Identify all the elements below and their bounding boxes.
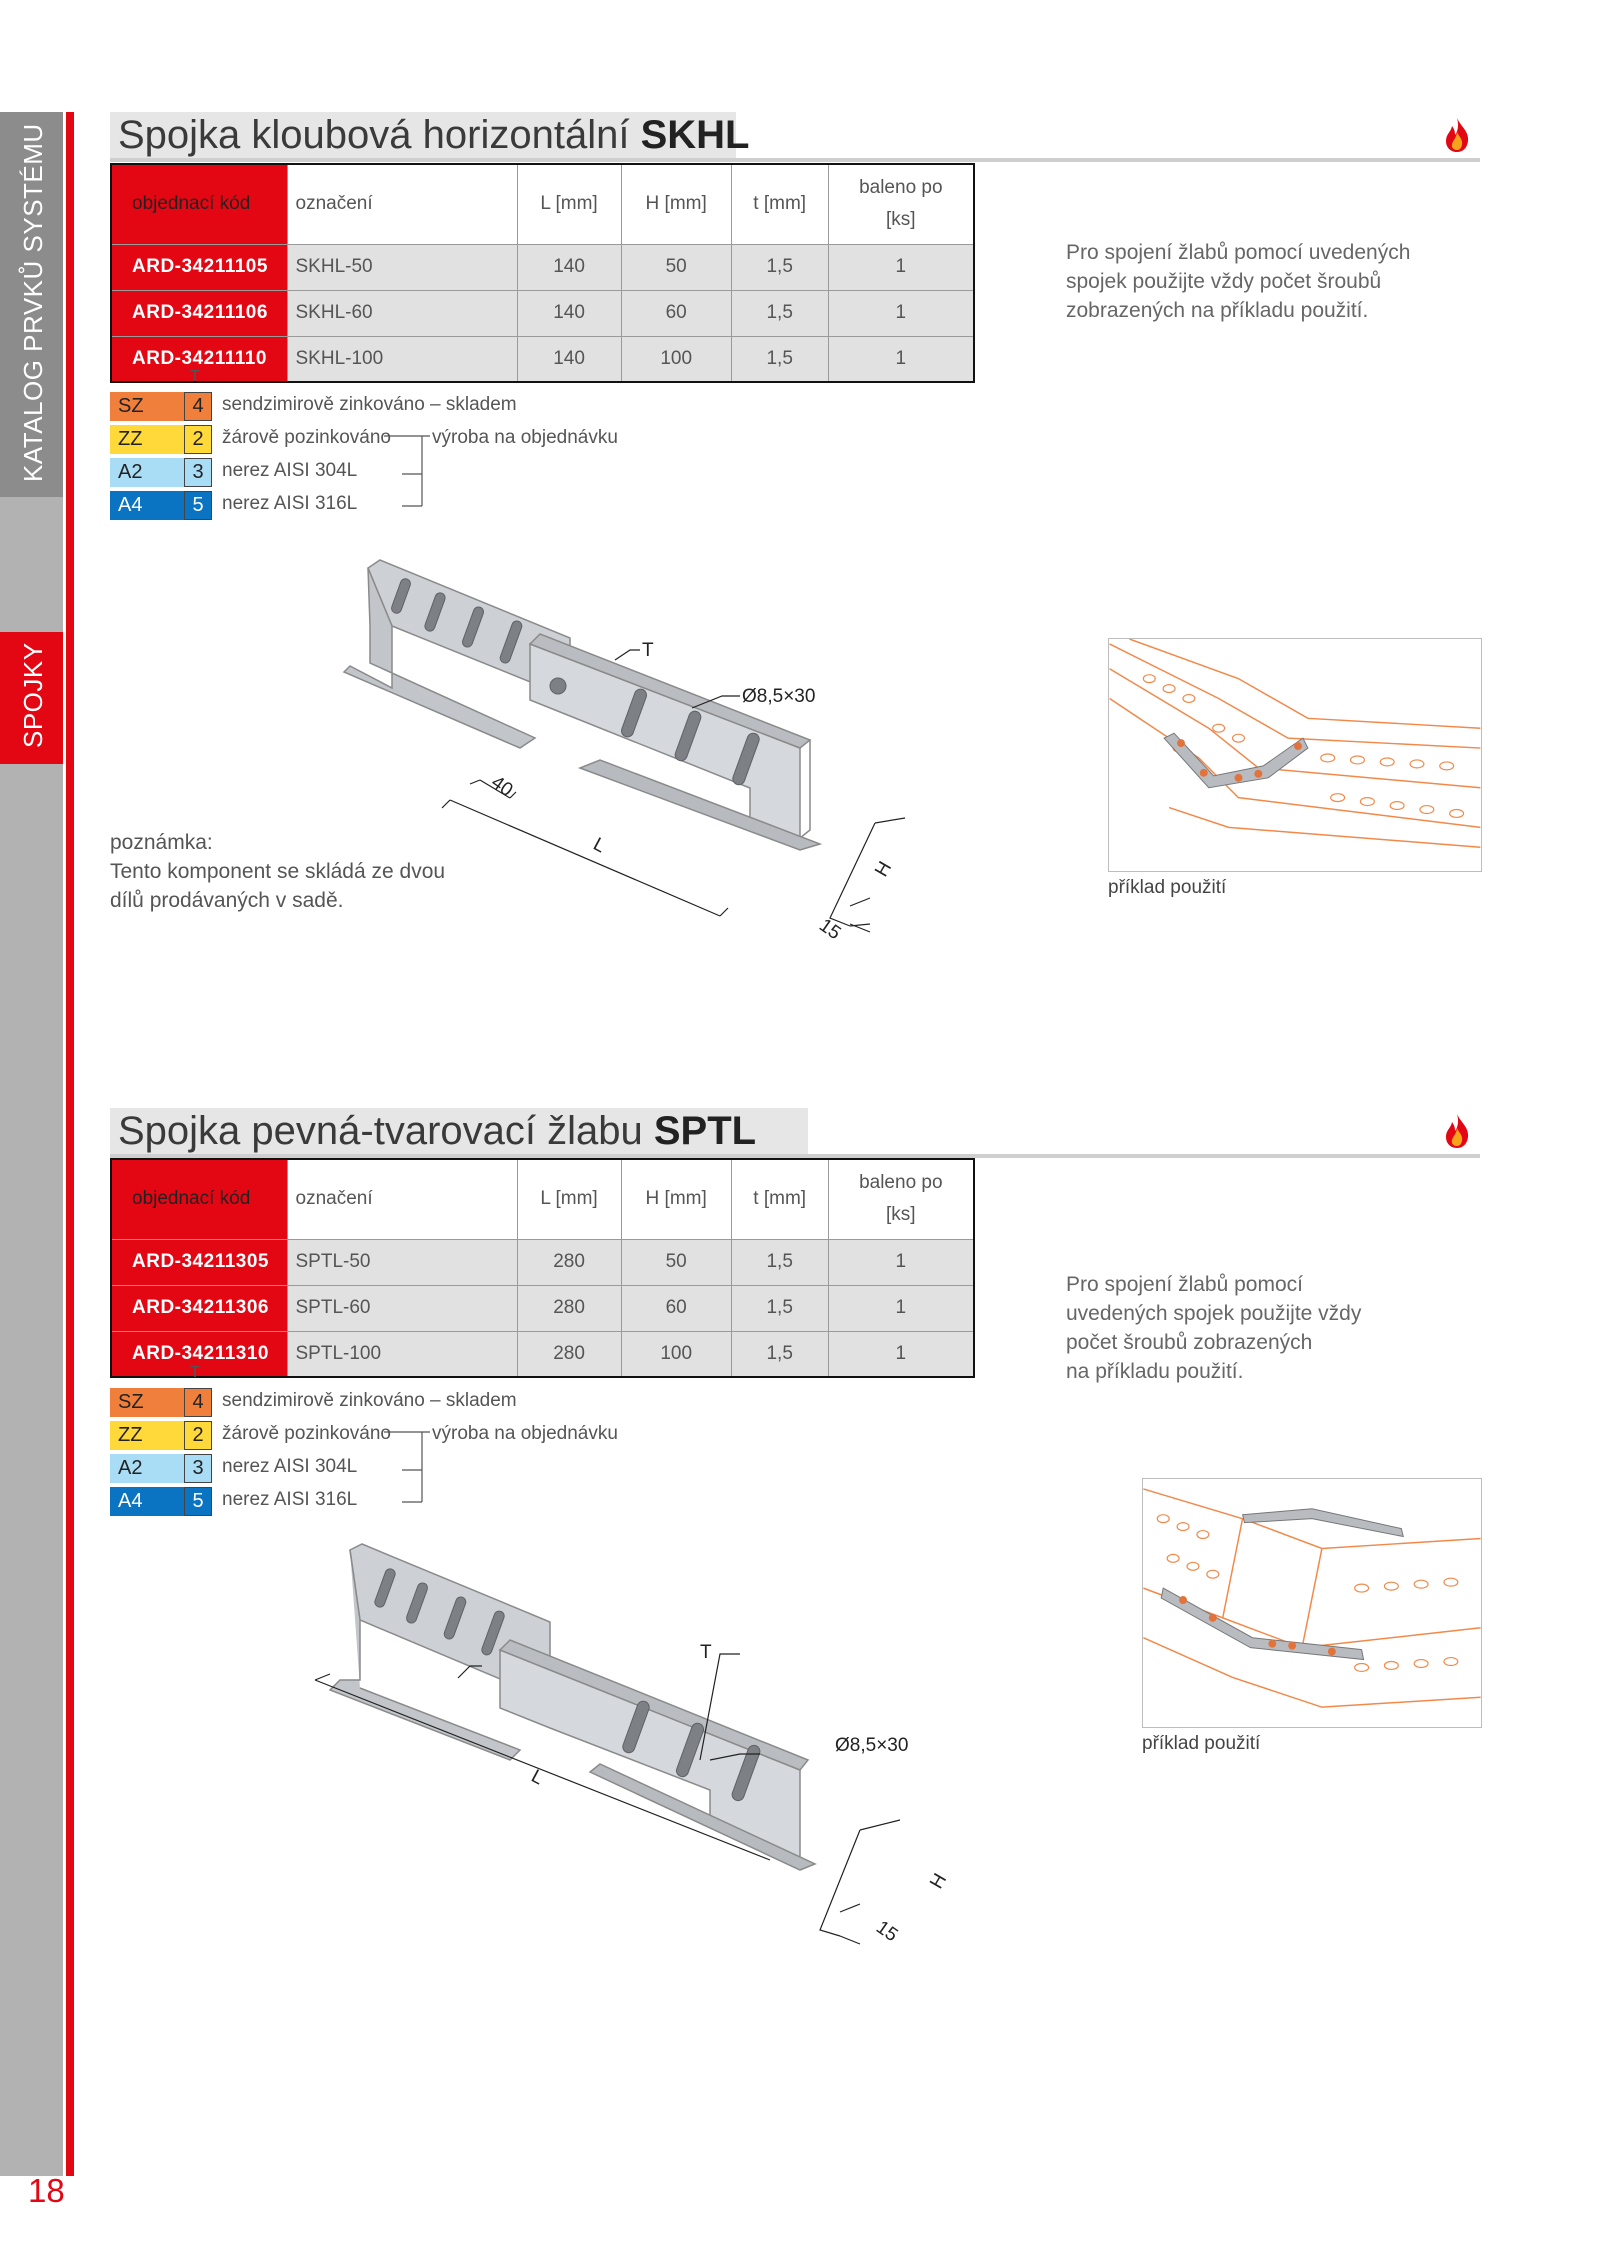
usage-caption: příklad použití xyxy=(1142,1733,1261,1754)
pack-value: 1 xyxy=(828,1285,974,1331)
height-value: 100 xyxy=(621,336,731,382)
height-label: H xyxy=(871,858,897,881)
header-height: H [mm] xyxy=(621,164,731,244)
legend-order-text: výroba na objednávku xyxy=(432,1423,618,1444)
legend-row xyxy=(110,1452,630,1485)
sidebar-red-rule xyxy=(66,112,74,2176)
dim-15-label: 15 xyxy=(815,914,845,945)
legend-number: 4 xyxy=(184,1388,212,1417)
legend-text: sendzimirově zinkováno – skladem xyxy=(222,394,517,415)
section-title-light: Spojka pevná-tvarovací žlabu xyxy=(118,1109,643,1153)
section-title-bold: SKHL xyxy=(640,113,750,157)
designation: SPTL-60 xyxy=(287,1285,517,1331)
legend-code: A2 xyxy=(110,1454,184,1483)
product-description xyxy=(1066,1270,1426,1386)
legend-text: nerez AISI 316L xyxy=(222,1489,358,1510)
pack-value: 1 xyxy=(828,244,974,290)
section-title-bold: SPTL xyxy=(653,1109,757,1153)
length-value: 280 xyxy=(517,1239,621,1285)
header-thickness: t [mm] xyxy=(731,1159,828,1239)
thickness-value: 1,5 xyxy=(731,1331,828,1377)
header-height: H [mm] xyxy=(621,1159,731,1239)
legend-bracket xyxy=(382,420,432,522)
table-row xyxy=(111,1331,974,1377)
length-value: 280 xyxy=(517,1331,621,1377)
description-line: počet šroubů zobrazených xyxy=(1066,1331,1313,1354)
designation: SPTL-100 xyxy=(287,1331,517,1377)
height-value: 50 xyxy=(621,1239,731,1285)
order-code: ARD-34211110 xyxy=(111,336,287,382)
legend-row xyxy=(110,456,630,489)
thickness-label: T xyxy=(642,640,654,661)
hole-label: Ø8,5×30 xyxy=(742,686,816,707)
legend-text: žárově pozinkováno xyxy=(222,427,391,448)
note-title: poznámka: xyxy=(110,831,213,854)
header-code: objednací kód xyxy=(111,164,287,244)
legend-text: žárově pozinkováno xyxy=(222,1423,391,1444)
length-value: 140 xyxy=(517,290,621,336)
order-code: ARD-34211105 xyxy=(111,244,287,290)
header-pack xyxy=(828,1159,974,1239)
fire-icon xyxy=(1437,115,1477,155)
header-name: označení xyxy=(287,164,517,244)
legend-marker: T xyxy=(190,368,200,385)
legend-bracket xyxy=(382,1416,432,1518)
legend-number: 2 xyxy=(184,1421,212,1450)
section-title xyxy=(118,1108,756,1154)
material-legend xyxy=(110,368,630,522)
designation: SKHL-50 xyxy=(287,244,517,290)
thickness-value: 1,5 xyxy=(731,336,828,382)
legend-code: ZZ xyxy=(110,425,184,454)
description-line: Pro spojení žlabů pomocí xyxy=(1066,1273,1303,1296)
legend-number: 5 xyxy=(184,1487,212,1516)
table-row xyxy=(111,1285,974,1331)
pack-value: 1 xyxy=(828,1331,974,1377)
designation: SKHL-60 xyxy=(287,290,517,336)
length-label: L xyxy=(527,1765,547,1790)
legend-code: SZ xyxy=(110,1388,184,1417)
length-value: 140 xyxy=(517,244,621,290)
dim-40-label: 40 xyxy=(487,771,517,802)
description-line: uvedených spojek použijte vždy xyxy=(1066,1302,1362,1325)
height-label: H xyxy=(926,1870,952,1893)
header-thickness: t [mm] xyxy=(731,164,828,244)
material-legend xyxy=(110,1364,630,1518)
section-title xyxy=(118,112,749,158)
header-length: L [mm] xyxy=(517,164,621,244)
legend-text: nerez AISI 304L xyxy=(222,1456,358,1477)
page-number: 18 xyxy=(28,2172,65,2209)
header-code: objednací kód xyxy=(111,1159,287,1239)
table-header-row xyxy=(111,164,974,244)
length-value: 140 xyxy=(517,336,621,382)
legend-code: ZZ xyxy=(110,1421,184,1450)
section-title-light: Spojka kloubová horizontální xyxy=(118,113,630,157)
legend-text: nerez AISI 316L xyxy=(222,493,358,514)
product-description: Pro spojení žlabů pomocí uvedených spojek použijte vždy počet šroubů zobrazených na příkladu použití. xyxy=(1066,241,1411,322)
table-row xyxy=(111,1239,974,1285)
dim-15-label: 15 xyxy=(872,1916,902,1947)
height-value: 100 xyxy=(621,1331,731,1377)
legend-number: 3 xyxy=(184,458,212,487)
legend-marker: T xyxy=(190,1364,200,1381)
legend-code: A2 xyxy=(110,458,184,487)
header-pack-line1: baleno po xyxy=(859,177,943,199)
order-code: ARD-34211310 xyxy=(111,1331,287,1377)
thickness-label: T xyxy=(700,1642,712,1663)
legend-row xyxy=(110,390,630,423)
pack-value: 1 xyxy=(828,1239,974,1285)
thickness-value: 1,5 xyxy=(731,1239,828,1285)
fire-icon xyxy=(1437,1111,1477,1151)
legend-text: sendzimirově zinkováno – skladem xyxy=(222,1390,517,1411)
description-line: na příkladu použití. xyxy=(1066,1360,1244,1383)
legend-code: A4 xyxy=(110,491,184,520)
height-value: 60 xyxy=(621,1285,731,1331)
designation: SKHL-100 xyxy=(287,336,517,382)
legend-row xyxy=(110,1419,630,1452)
usage-example-image xyxy=(1142,1478,1482,1728)
header-pack xyxy=(828,164,974,244)
section-rule xyxy=(110,158,1480,162)
legend-code: A4 xyxy=(110,1487,184,1516)
header-name: označení xyxy=(287,1159,517,1239)
legend-number: 2 xyxy=(184,425,212,454)
length-label: L xyxy=(589,833,609,858)
note-text: Tento komponent se skládá ze dvou dílů prodávaných v sadě. xyxy=(110,860,446,912)
legend-number: 4 xyxy=(184,392,212,421)
usage-caption: příklad použití xyxy=(1108,877,1227,898)
height-value: 50 xyxy=(621,244,731,290)
table-row xyxy=(111,336,974,382)
length-value: 280 xyxy=(517,1285,621,1331)
designation: SPTL-50 xyxy=(287,1239,517,1285)
height-value: 60 xyxy=(621,290,731,336)
thickness-value: 1,5 xyxy=(731,1285,828,1331)
sidebar-catalog-label: KATALOG PRVKŮ SYSTÉMU xyxy=(18,123,48,482)
header-pack-line2: [ks] xyxy=(886,1204,916,1226)
hole-label: Ø8,5×30 xyxy=(835,1735,909,1756)
sidebar-section-label: SPOJKY xyxy=(18,642,48,748)
legend-row xyxy=(110,489,630,522)
table-row xyxy=(111,244,974,290)
pack-value: 1 xyxy=(828,290,974,336)
usage-example-image xyxy=(1108,638,1482,872)
legend-row xyxy=(110,1386,630,1419)
order-code: ARD-34211106 xyxy=(111,290,287,336)
table-header-row xyxy=(111,1159,974,1239)
legend-text: nerez AISI 304L xyxy=(222,460,358,481)
order-code: ARD-34211305 xyxy=(111,1239,287,1285)
legend-row xyxy=(110,423,630,456)
spec-table xyxy=(110,163,975,383)
spec-table xyxy=(110,1158,975,1378)
thickness-value: 1,5 xyxy=(731,244,828,290)
legend-code: SZ xyxy=(110,392,184,421)
header-pack-line1: baleno po xyxy=(859,1172,943,1194)
product-drawing xyxy=(300,1540,980,1960)
legend-row xyxy=(110,1485,630,1518)
table-row xyxy=(111,290,974,336)
header-length: L [mm] xyxy=(517,1159,621,1239)
legend-number: 3 xyxy=(184,1454,212,1483)
pack-value: 1 xyxy=(828,336,974,382)
order-code: ARD-34211306 xyxy=(111,1285,287,1331)
note xyxy=(110,828,470,915)
legend-order-text: výroba na objednávku xyxy=(432,427,618,448)
legend-number: 5 xyxy=(184,491,212,520)
thickness-value: 1,5 xyxy=(731,290,828,336)
header-pack-line2: [ks] xyxy=(886,209,916,231)
